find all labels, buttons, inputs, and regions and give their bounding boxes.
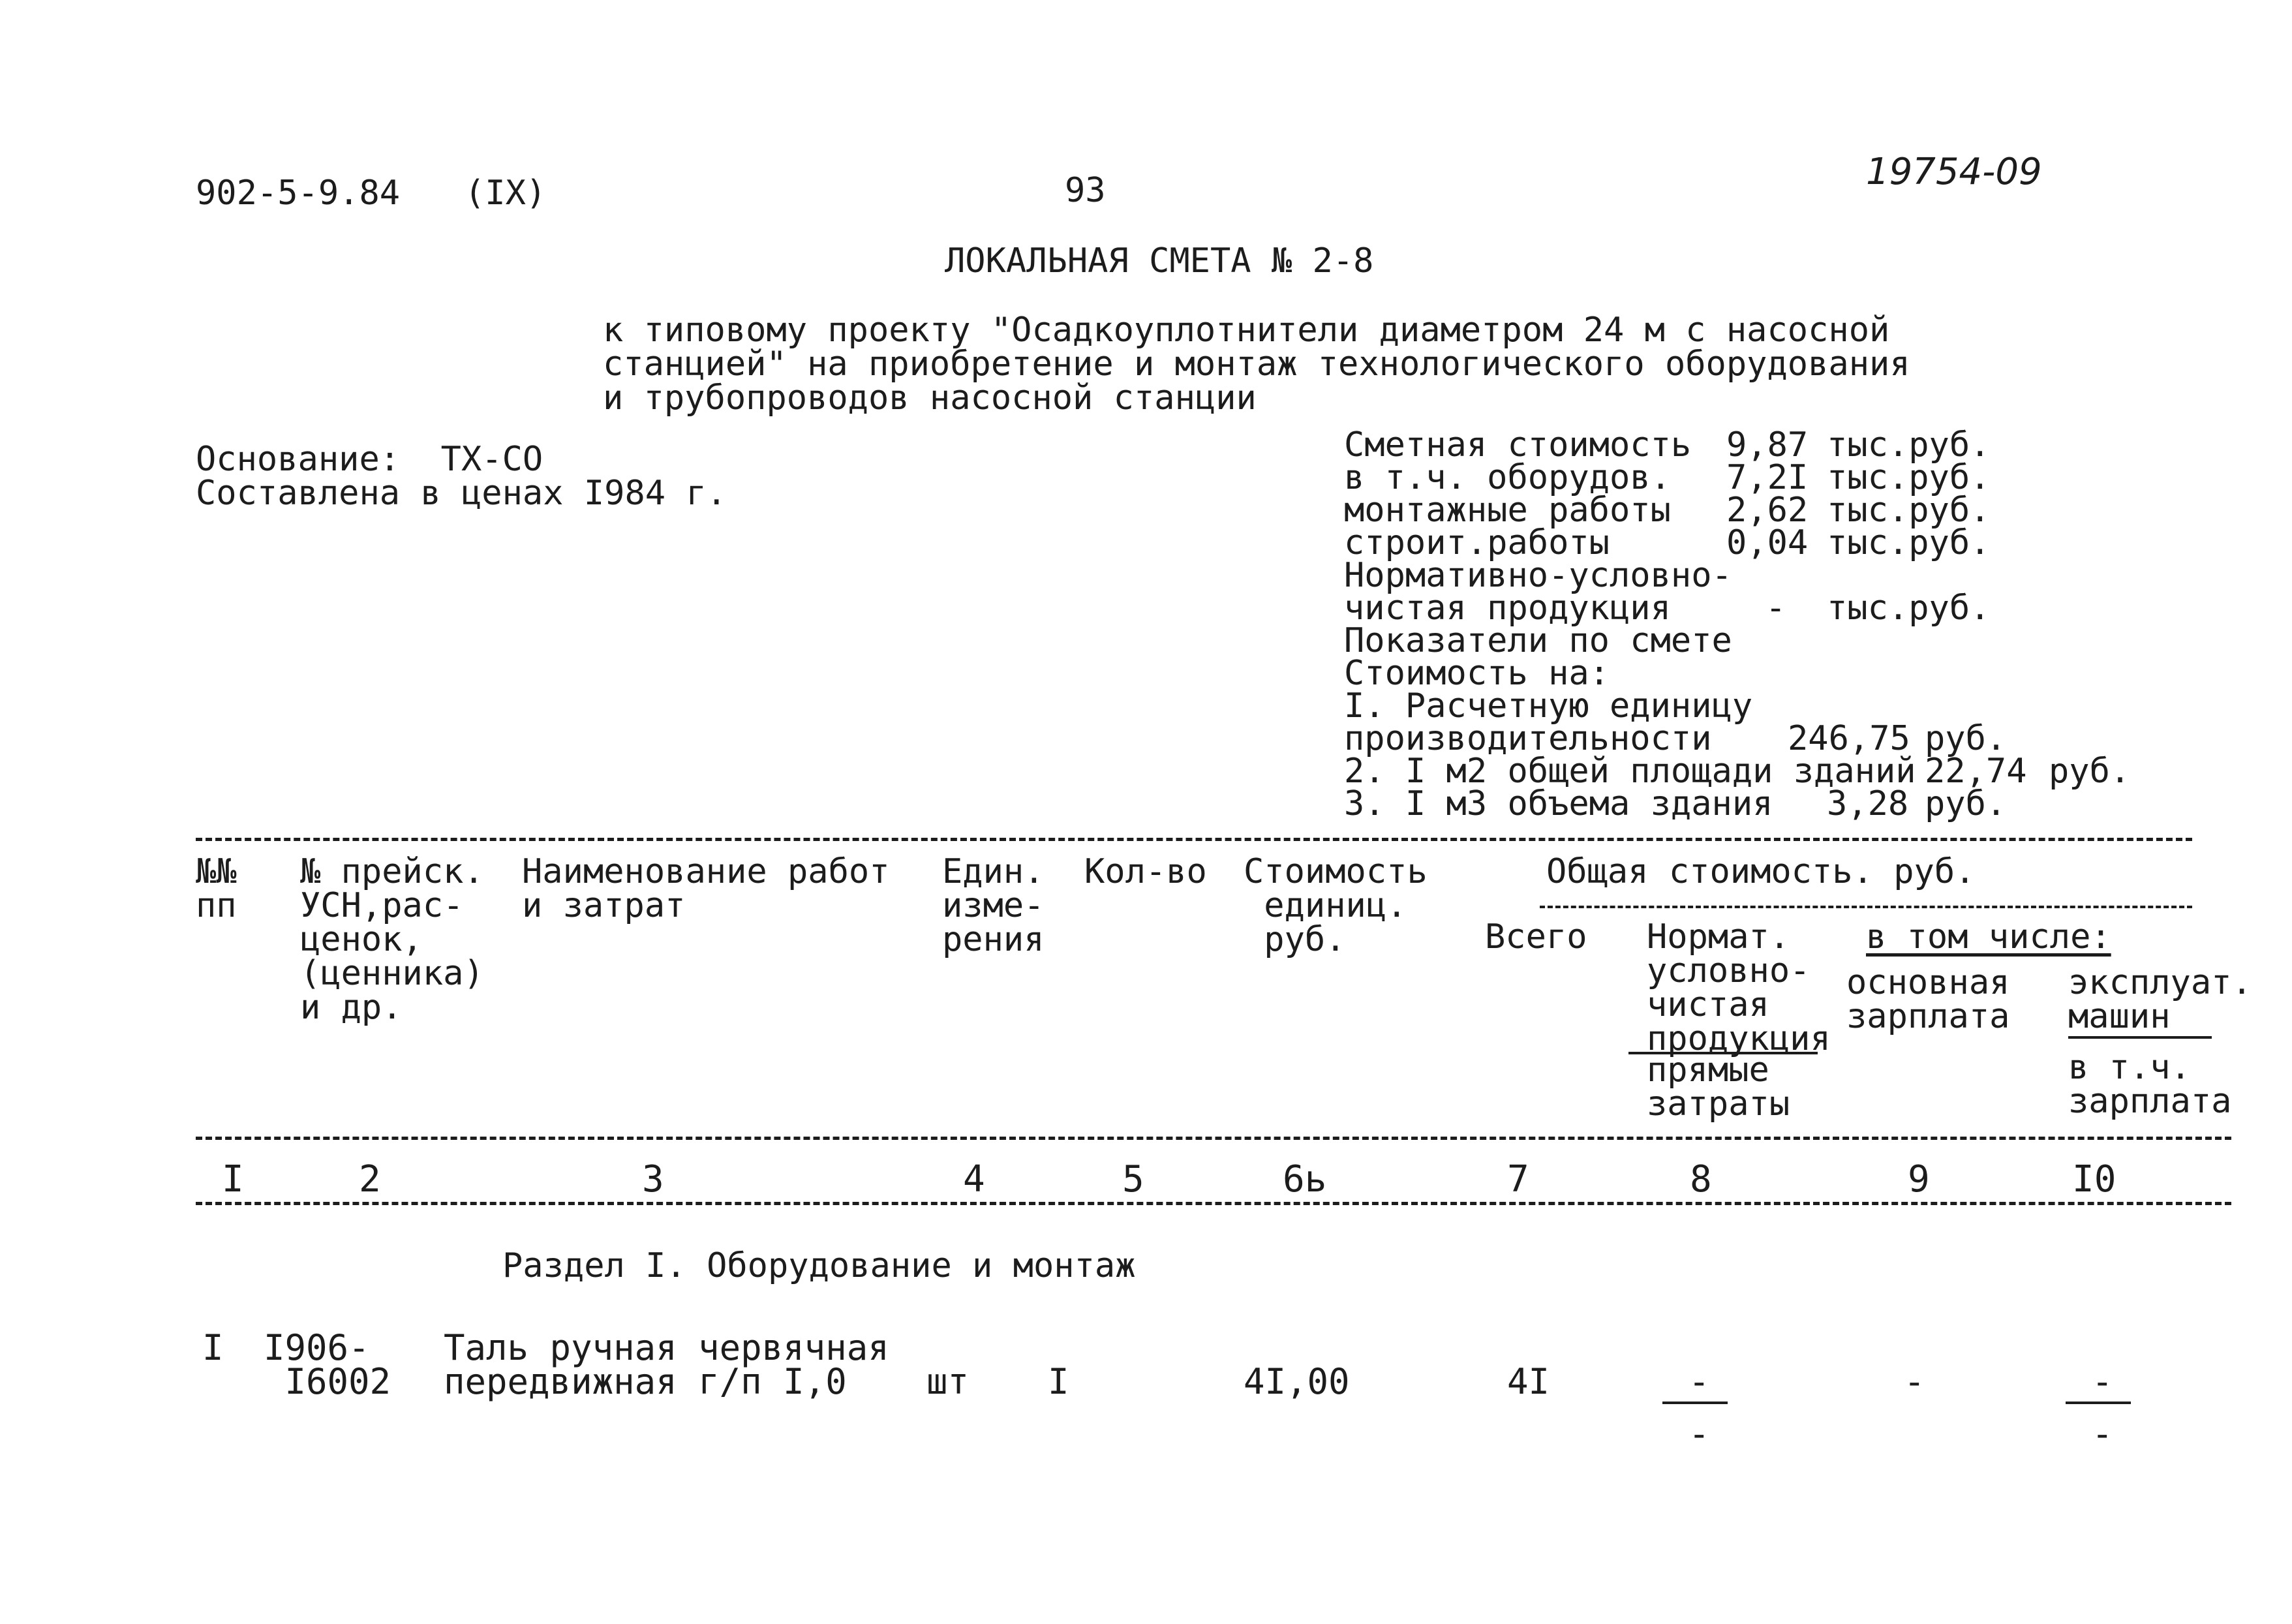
nsp-unit: тыс.руб. xyxy=(1827,589,1991,628)
header-total-rule xyxy=(1540,906,2192,908)
construction-value: 0,04 xyxy=(1726,523,1809,562)
per-area-value: 22,74 xyxy=(1925,752,2027,791)
nsp-label-2: чистая продукция xyxy=(1344,589,1671,628)
page-number: 93 xyxy=(1065,171,1106,210)
header-col-10-top: эксплуат. машин xyxy=(2068,963,2252,1036)
row-price-code: I906- I6002 xyxy=(264,1327,391,1402)
row-unit-price: 4I,00 xyxy=(1244,1361,1350,1402)
row-direct-costs: - xyxy=(1688,1413,1710,1454)
construction-unit: тыс.руб. xyxy=(1827,523,1991,562)
per-unit-label-2: производительности xyxy=(1344,719,1712,758)
row-col-8-divider xyxy=(1662,1402,1728,1404)
header-col-10-bottom: в т.ч. зарплата xyxy=(2068,1048,2232,1121)
equipment-label: в т.ч. оборудов. xyxy=(1344,458,1671,497)
row-number: I xyxy=(202,1327,224,1368)
row-col-10-divider xyxy=(2066,1402,2131,1404)
per-area-unit: руб. xyxy=(2049,752,2131,791)
equipment-unit: тыс.руб. xyxy=(1827,458,1991,497)
row-machine-salary: - xyxy=(2092,1413,2113,1454)
header-col-6: Стоимость единиц. руб. xyxy=(1244,852,1428,959)
header-col-9: основная зарплата xyxy=(1846,963,2010,1036)
header-bottom-rule xyxy=(196,1137,2231,1140)
column-number: I0 xyxy=(2072,1158,2116,1201)
installation-unit: тыс.руб. xyxy=(1827,491,1991,530)
header-col-7: Всего xyxy=(1485,917,1587,957)
column-number: 4 xyxy=(963,1158,985,1201)
inventory-number: 19754-09 xyxy=(1866,151,2042,193)
header-col-10-divider xyxy=(2068,1036,2212,1039)
row-machine-cost: - xyxy=(2092,1361,2113,1402)
per-volume-value: 3,28 xyxy=(1827,784,1909,823)
per-unit-unit: руб. xyxy=(1925,719,2007,758)
nsp-value: - xyxy=(1765,589,1786,628)
row-quantity: I xyxy=(1048,1361,1069,1402)
column-number: 8 xyxy=(1690,1158,1712,1201)
equipment-value: 7,2I xyxy=(1726,458,1809,497)
subtitle-line-3: и трубопроводов насосной станции xyxy=(603,378,1257,418)
per-area-label: 2. I м2 общей площади зданий xyxy=(1344,752,1916,791)
row-nsp-value: - xyxy=(1688,1361,1710,1402)
estimate-cost-unit: тыс.руб. xyxy=(1827,425,1991,465)
column-numbers-rule xyxy=(196,1202,2231,1205)
cost-per-label: Стоимость на: xyxy=(1344,654,1610,693)
header-col-2: № прейск. УСН,рас- ценок, (ценника) и др. xyxy=(300,852,484,1027)
nsp-label-1: Нормативно-условно- xyxy=(1344,556,1732,595)
subtitle-line-2: станцией" на приобретение и монтаж технологического оборудования xyxy=(603,345,1910,384)
column-number: 5 xyxy=(1122,1158,1144,1201)
row-unit: шт xyxy=(926,1361,970,1402)
basis-line: Основание: ТХ-СО xyxy=(196,440,543,479)
per-unit-value: 246,75 xyxy=(1788,719,1910,758)
header-col-8-bottom: прямые затраты xyxy=(1647,1050,1790,1124)
row-base-salary: - xyxy=(1904,1361,1925,1402)
column-number: 2 xyxy=(359,1158,381,1201)
construction-label: строит.работы xyxy=(1344,523,1610,562)
table-top-rule xyxy=(196,838,2192,841)
header-col-8-top: Нормат. условно- чистая продукция xyxy=(1647,917,1831,1058)
header-in-including: в том числе: xyxy=(1866,917,2111,957)
row-work-name: Таль ручная червячная передвижная г/п I,0 xyxy=(444,1327,889,1402)
header-col-5: Кол-во xyxy=(1084,852,1207,891)
header-col-3: Наименование работ и затрат xyxy=(522,852,890,925)
estimate-cost-value: 9,87 xyxy=(1726,425,1809,465)
estimate-cost-label: Сметная стоимость xyxy=(1344,425,1692,465)
column-number: 7 xyxy=(1507,1158,1529,1201)
album-number: (IX) xyxy=(465,174,547,213)
header-col-4: Един. изме- рения xyxy=(942,852,1045,959)
section-title: Раздел I. Оборудование и монтаж xyxy=(502,1246,1136,1285)
document-code: 902-5-9.84 xyxy=(196,174,401,213)
per-volume-label: 3. I м3 объема здания xyxy=(1344,784,1773,823)
page-title: ЛОКАЛЬНАЯ СМЕТА № 2-8 xyxy=(945,241,1374,281)
row-total: 4I xyxy=(1507,1361,1550,1402)
column-number: I xyxy=(222,1158,244,1201)
indicators-label: Показатели по смете xyxy=(1344,621,1732,660)
subtitle-line-1: к типовому проекту "Осадкоуплотнители диаметром 24 м с насосной xyxy=(603,311,1890,350)
installation-value: 2,62 xyxy=(1726,491,1809,530)
prices-year-line: Составлена в ценах I984 г. xyxy=(196,474,727,513)
column-number: 3 xyxy=(642,1158,664,1201)
per-unit-label-1: I. Расчетную единицу xyxy=(1344,686,1753,726)
header-total-cost: Общая стоимость. руб. xyxy=(1546,852,1976,891)
installation-label: монтажные работы xyxy=(1344,491,1671,530)
column-number: 9 xyxy=(1908,1158,1930,1201)
header-col-1: №№ пп xyxy=(196,852,237,925)
per-volume-unit: руб. xyxy=(1925,784,2007,823)
column-number: 6ь xyxy=(1283,1158,1327,1201)
